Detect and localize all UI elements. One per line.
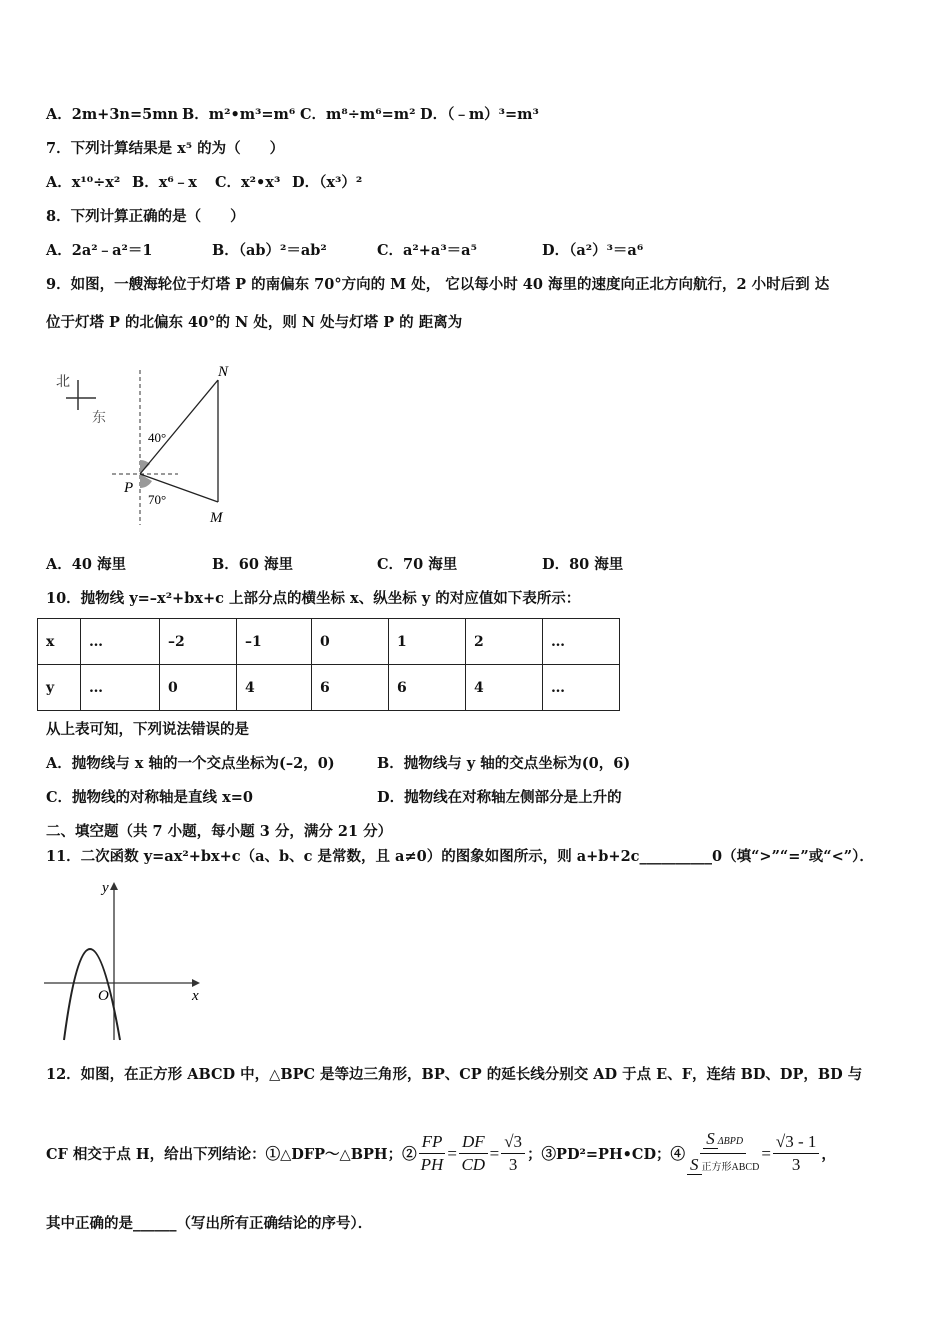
q12-text-b: ；③PD²=PH•CD；④ xyxy=(527,1146,686,1163)
numerator: DF xyxy=(459,1131,488,1154)
q9-option-d: D．80 海里 xyxy=(542,556,624,573)
numerator xyxy=(700,1128,746,1154)
table-cell: 0 xyxy=(160,665,237,711)
q8-option-d: D．（a²）³＝a⁶ xyxy=(542,242,644,259)
q10-after-text: 从上表可知，下列说法错误的是 xyxy=(46,721,249,738)
table-cell: 1 xyxy=(389,619,466,665)
table-cell: –1 xyxy=(237,619,312,665)
denominator: CD xyxy=(461,1155,486,1174)
origin-label: O xyxy=(98,988,109,1004)
q12-stem-line1: 12．如图，在正方形 ABCD 中，△BPC 是等边三角形，BP、CP 的延长线分别交 AD 于点 E、F，连结 BD、DP，BD 与 xyxy=(46,1066,863,1083)
angle-40-label: 40° xyxy=(148,430,167,445)
q10-stem: 10．抛物线 y=–x²+bx+c 上部分点的横坐标 x、纵坐标 y 的对应值如下表所示： xyxy=(46,590,581,607)
fraction-df-cd xyxy=(459,1131,488,1176)
q10-option-b: B．抛物线与 y 轴的交点坐标为(0，6) xyxy=(377,755,631,772)
q8-option-b: B．（ab）²＝ab² xyxy=(212,242,327,259)
q9-option-c: C．70 海里 xyxy=(377,556,458,573)
point-p-label: P xyxy=(124,480,134,496)
table-cell: 4 xyxy=(466,665,543,711)
table-cell: x xyxy=(38,619,81,665)
equals: = xyxy=(761,1143,771,1163)
fraction-fp-ph xyxy=(419,1131,446,1176)
table-cell: … xyxy=(81,619,160,665)
fraction-area-ratio xyxy=(687,1128,759,1179)
q8-option-a: A．2a²﹣a²＝1 xyxy=(46,242,153,259)
q9-option-a: A．40 海里 xyxy=(46,556,126,573)
table-cell: 2 xyxy=(466,619,543,665)
table-cell: –2 xyxy=(160,619,237,665)
denominator: 3 xyxy=(508,1155,518,1174)
numerator: FP xyxy=(419,1131,446,1154)
numerator: √3 - 1 xyxy=(773,1131,820,1154)
q12-stem-line3: 其中正确的是______（写出所有正确结论的序号）． xyxy=(46,1215,373,1232)
table-cell: … xyxy=(543,619,620,665)
point-m-label: M xyxy=(210,510,223,526)
table-cell: 0 xyxy=(312,619,389,665)
table-cell: 4 xyxy=(237,665,312,711)
q12-text-a: CF 相交于点 H，给出下列结论：①△DFP～△BPH；② xyxy=(46,1146,417,1163)
q10-option-d: D．抛物线在对称轴左侧部分是上升的 xyxy=(377,789,622,806)
section-2-heading: 二、填空题（共 7 小题，每小题 3 分，满分 21 分） xyxy=(46,823,393,840)
q6-option-b: B．m²•m³=m⁶ xyxy=(182,106,296,123)
s-symbol: S xyxy=(703,1129,718,1149)
q10-option-c: C．抛物线的对称轴是直线 x=0 xyxy=(46,789,253,806)
east-label: 东 xyxy=(92,411,106,426)
q11-stem: 11．二次函数 y=ax²+bx+c（a、b、c 是常数，且 a≠0）的图象如图所示，则 a+b+2c__________0（填“>”“=”或“<”）． xyxy=(46,848,874,865)
s-symbol: S xyxy=(687,1155,702,1175)
north-label: 北 xyxy=(56,375,70,390)
comma: ， xyxy=(821,1146,836,1163)
q9-stem-line1: 9．如图，一艘海轮位于灯塔 P 的南偏东 70°方向的 M 处， 它以每小时 40 海里的速度向正北方向航行，2 小时后到 达 xyxy=(46,276,830,293)
numerator: √3 xyxy=(501,1131,525,1154)
subscript: ΔBPD xyxy=(717,1136,744,1147)
y-axis-label: y xyxy=(102,880,109,896)
parabola-curve xyxy=(64,949,120,1040)
table-cell: 6 xyxy=(312,665,389,711)
q7-option-d: D．（x³）² xyxy=(292,174,363,191)
q8-stem: 8．下列计算正确的是（ ） xyxy=(46,208,245,225)
table-row-x xyxy=(38,619,620,665)
point-n-label: N xyxy=(218,364,229,380)
q7-option-b: B．x⁶﹣x xyxy=(132,174,197,191)
q12-stem-line2 xyxy=(46,1128,836,1179)
q10-option-a: A．抛物线与 x 轴的一个交点坐标为(–2，0) xyxy=(46,755,335,772)
subscript: 正方形ABCD xyxy=(701,1162,760,1173)
x-axis-label: x xyxy=(192,988,199,1004)
equals: = xyxy=(447,1143,457,1163)
angle-70-label: 70° xyxy=(148,492,167,507)
denominator: PH xyxy=(420,1155,444,1174)
q6-option-d: D．（﹣m）³=m³ xyxy=(420,106,539,123)
table-cell: y xyxy=(38,665,81,711)
table-row-y xyxy=(38,665,620,711)
fraction-sqrt3-minus1-3 xyxy=(773,1131,820,1176)
table-cell: … xyxy=(81,665,160,711)
q6-option-c: C．m⁸÷m⁶=m² xyxy=(300,106,416,123)
q11-parabola-figure xyxy=(42,878,207,1043)
q7-option-c: C．x²•x³ xyxy=(215,174,281,191)
q9-stem-line2: 位于灯塔 P 的北偏东 40°的 N 处，则 N 处与灯塔 P 的 距离为 xyxy=(46,314,463,331)
q6-option-a: A．2m+3n=5mn xyxy=(46,106,179,123)
q9-figure xyxy=(50,360,260,528)
denominator: 3 xyxy=(791,1155,801,1174)
fraction-sqrt3-3 xyxy=(501,1131,525,1176)
denominator xyxy=(687,1154,759,1179)
q7-stem: 7．下列计算结果是 x⁵ 的为（ ） xyxy=(46,140,285,157)
table-cell: … xyxy=(543,665,620,711)
equals: = xyxy=(489,1143,500,1163)
q10-value-table xyxy=(37,618,620,711)
q8-option-c: C．a²+a³＝a⁵ xyxy=(377,242,477,259)
q7-option-a: A．x¹⁰÷x² xyxy=(46,174,121,191)
q9-option-b: B．60 海里 xyxy=(212,556,293,573)
table-cell: 6 xyxy=(389,665,466,711)
